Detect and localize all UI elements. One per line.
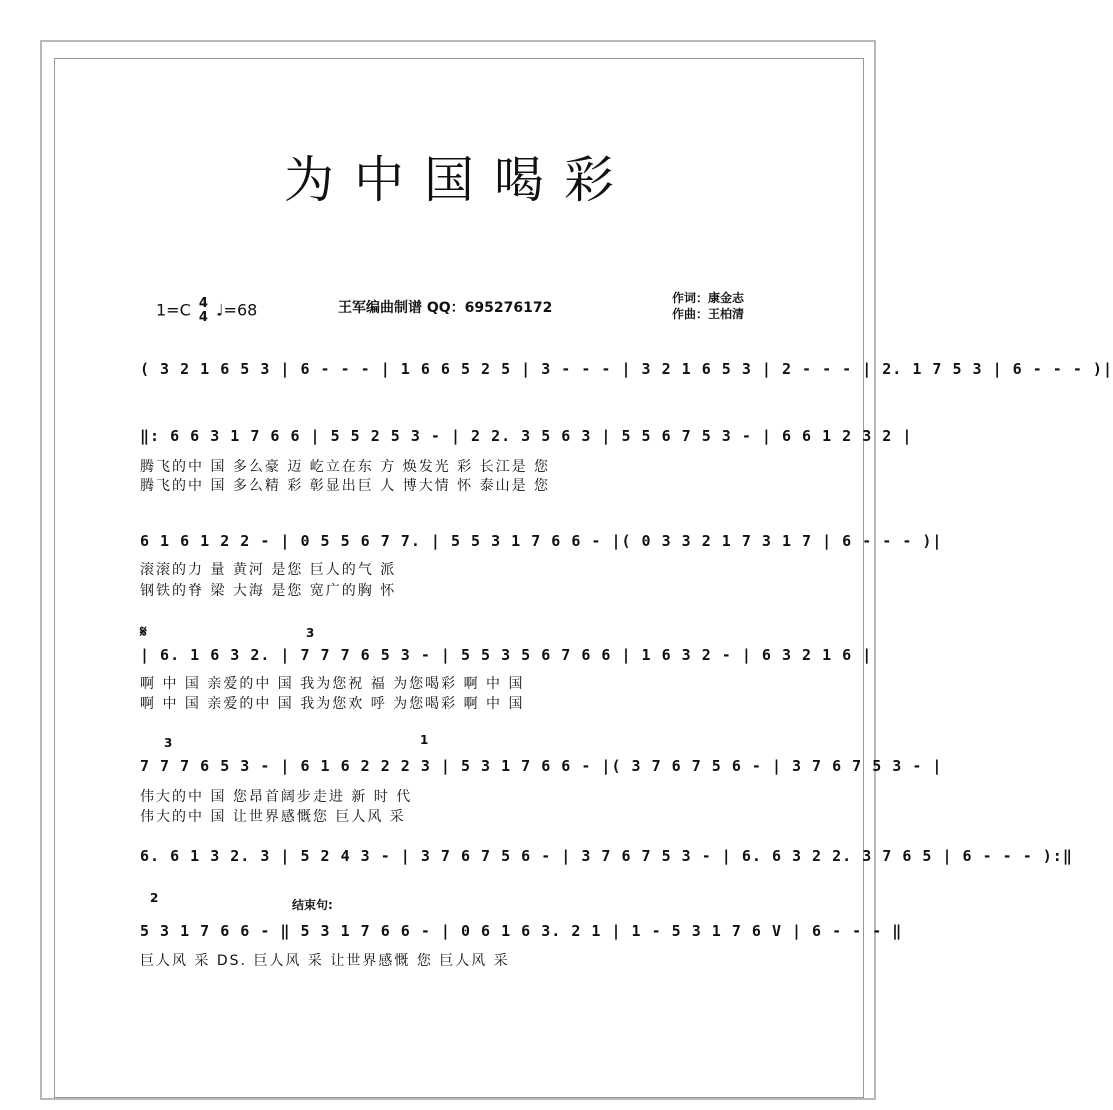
triplet-mark-1: 3 <box>306 626 315 640</box>
arranger-info: 王军编曲制谱 QQ：695276172 <box>338 300 553 316</box>
score-row-6: 5 3 1 7 6 6 - ‖ 5 3 1 7 6 6 - | 0 6 1 6 3. 2 1 | 1 - 5 3 1 7 6 V | 6 - - - ‖ <box>140 922 903 940</box>
lyric-row-3b: 啊 中 国 亲爱的中 国 我为您欢 呼 为您喝彩 啊 中 国 <box>140 696 525 712</box>
score-row-3: | 6. 1 6 3 2. | 7 7 7 6 5 3 - | 5 5 3 5 6 7 6 6 | 1 6 3 2 - | 6 3 2 1 6 | <box>140 646 873 664</box>
score-row-4: 7 7 7 6 5 3 - | 6 1 6 2 2 2 3 | 5 3 1 7 6 6 - |( 3 7 6 7 5 6 - | 3 7 6 7 5 3 - | <box>140 757 943 775</box>
key-signature <box>156 297 257 325</box>
lyric-row-1a: 腾飞的中 国 多么豪 迈 屹立在东 方 焕发光 彩 长江是 您 <box>140 459 551 475</box>
lyric-row-2b: 钢铁的脊 梁 大海 是您 宽广的胸 怀 <box>140 583 397 599</box>
score-row-5: 6. 6 1 3 2. 3 | 5 2 4 3 - | 3 7 6 7 5 6 - | 3 7 6 7 5 3 - | 6. 6 3 2 2. 3 7 6 5 | 6 - - - ):‖ <box>140 847 1073 865</box>
triplet-mark-2: 3 <box>164 736 173 750</box>
time-top: 4 <box>198 296 208 311</box>
score-row-1: ‖: 6 6 3 1 7 6 6 | 5 5 2 5 3 - | 2 2. 3 5 6 3 | 5 5 6 7 5 3 - | 6 6 1 2 3 2 | <box>140 427 913 445</box>
lyric-row-4a: 伟大的中 国 您昂首阔步走进 新 时 代 <box>140 789 413 805</box>
score-row-2: 6 1 6 1 2 2 - | 0 5 5 6 7 7. | 5 5 3 1 7 6 6 - |( 0 3 3 2 1 7 3 1 7 | 6 - - - )| <box>140 532 943 550</box>
lyric-row-6: 巨人风 采 DS. 巨人风 采 让世界感慨 您 巨人风 采 <box>140 953 510 969</box>
coda-label: 结束句: <box>292 898 333 912</box>
time-bottom: 4 <box>198 310 208 325</box>
tempo: ♩=68 <box>216 300 258 320</box>
lyric-row-1b: 腾飞的中 国 多么精 彩 彰显出巨 人 博大情 怀 泰山是 您 <box>140 478 551 494</box>
song-title: 为中国喝彩 <box>284 151 634 209</box>
key-prefix: 1=C <box>156 300 191 320</box>
lyric-row-4b: 伟大的中 国 让世界感慨您 巨人风 采 <box>140 809 406 825</box>
segno-mark: 𝄋 <box>140 622 147 641</box>
volta-2: 2 <box>150 891 159 905</box>
score-row-intro: ( 3 2 1 6 5 3 | 6 - - - | 1 6 6 5 2 5 | 3 - - - | 3 2 1 6 5 3 | 2 - - - | 2. 1 7 5 3 | 6 - - - )| <box>140 360 1113 378</box>
lyricist: 作词：康金志 <box>672 291 745 305</box>
volta-1: 1 <box>420 733 429 747</box>
time-signature <box>199 297 208 325</box>
lyric-row-3a: 啊 中 国 亲爱的中 国 我为您祝 福 为您喝彩 啊 中 国 <box>140 676 525 692</box>
lyric-row-2a: 滚滚的力 量 黄河 是您 巨人的气 派 <box>140 562 397 578</box>
composer: 作曲：王柏清 <box>672 307 745 321</box>
credits <box>672 290 744 322</box>
